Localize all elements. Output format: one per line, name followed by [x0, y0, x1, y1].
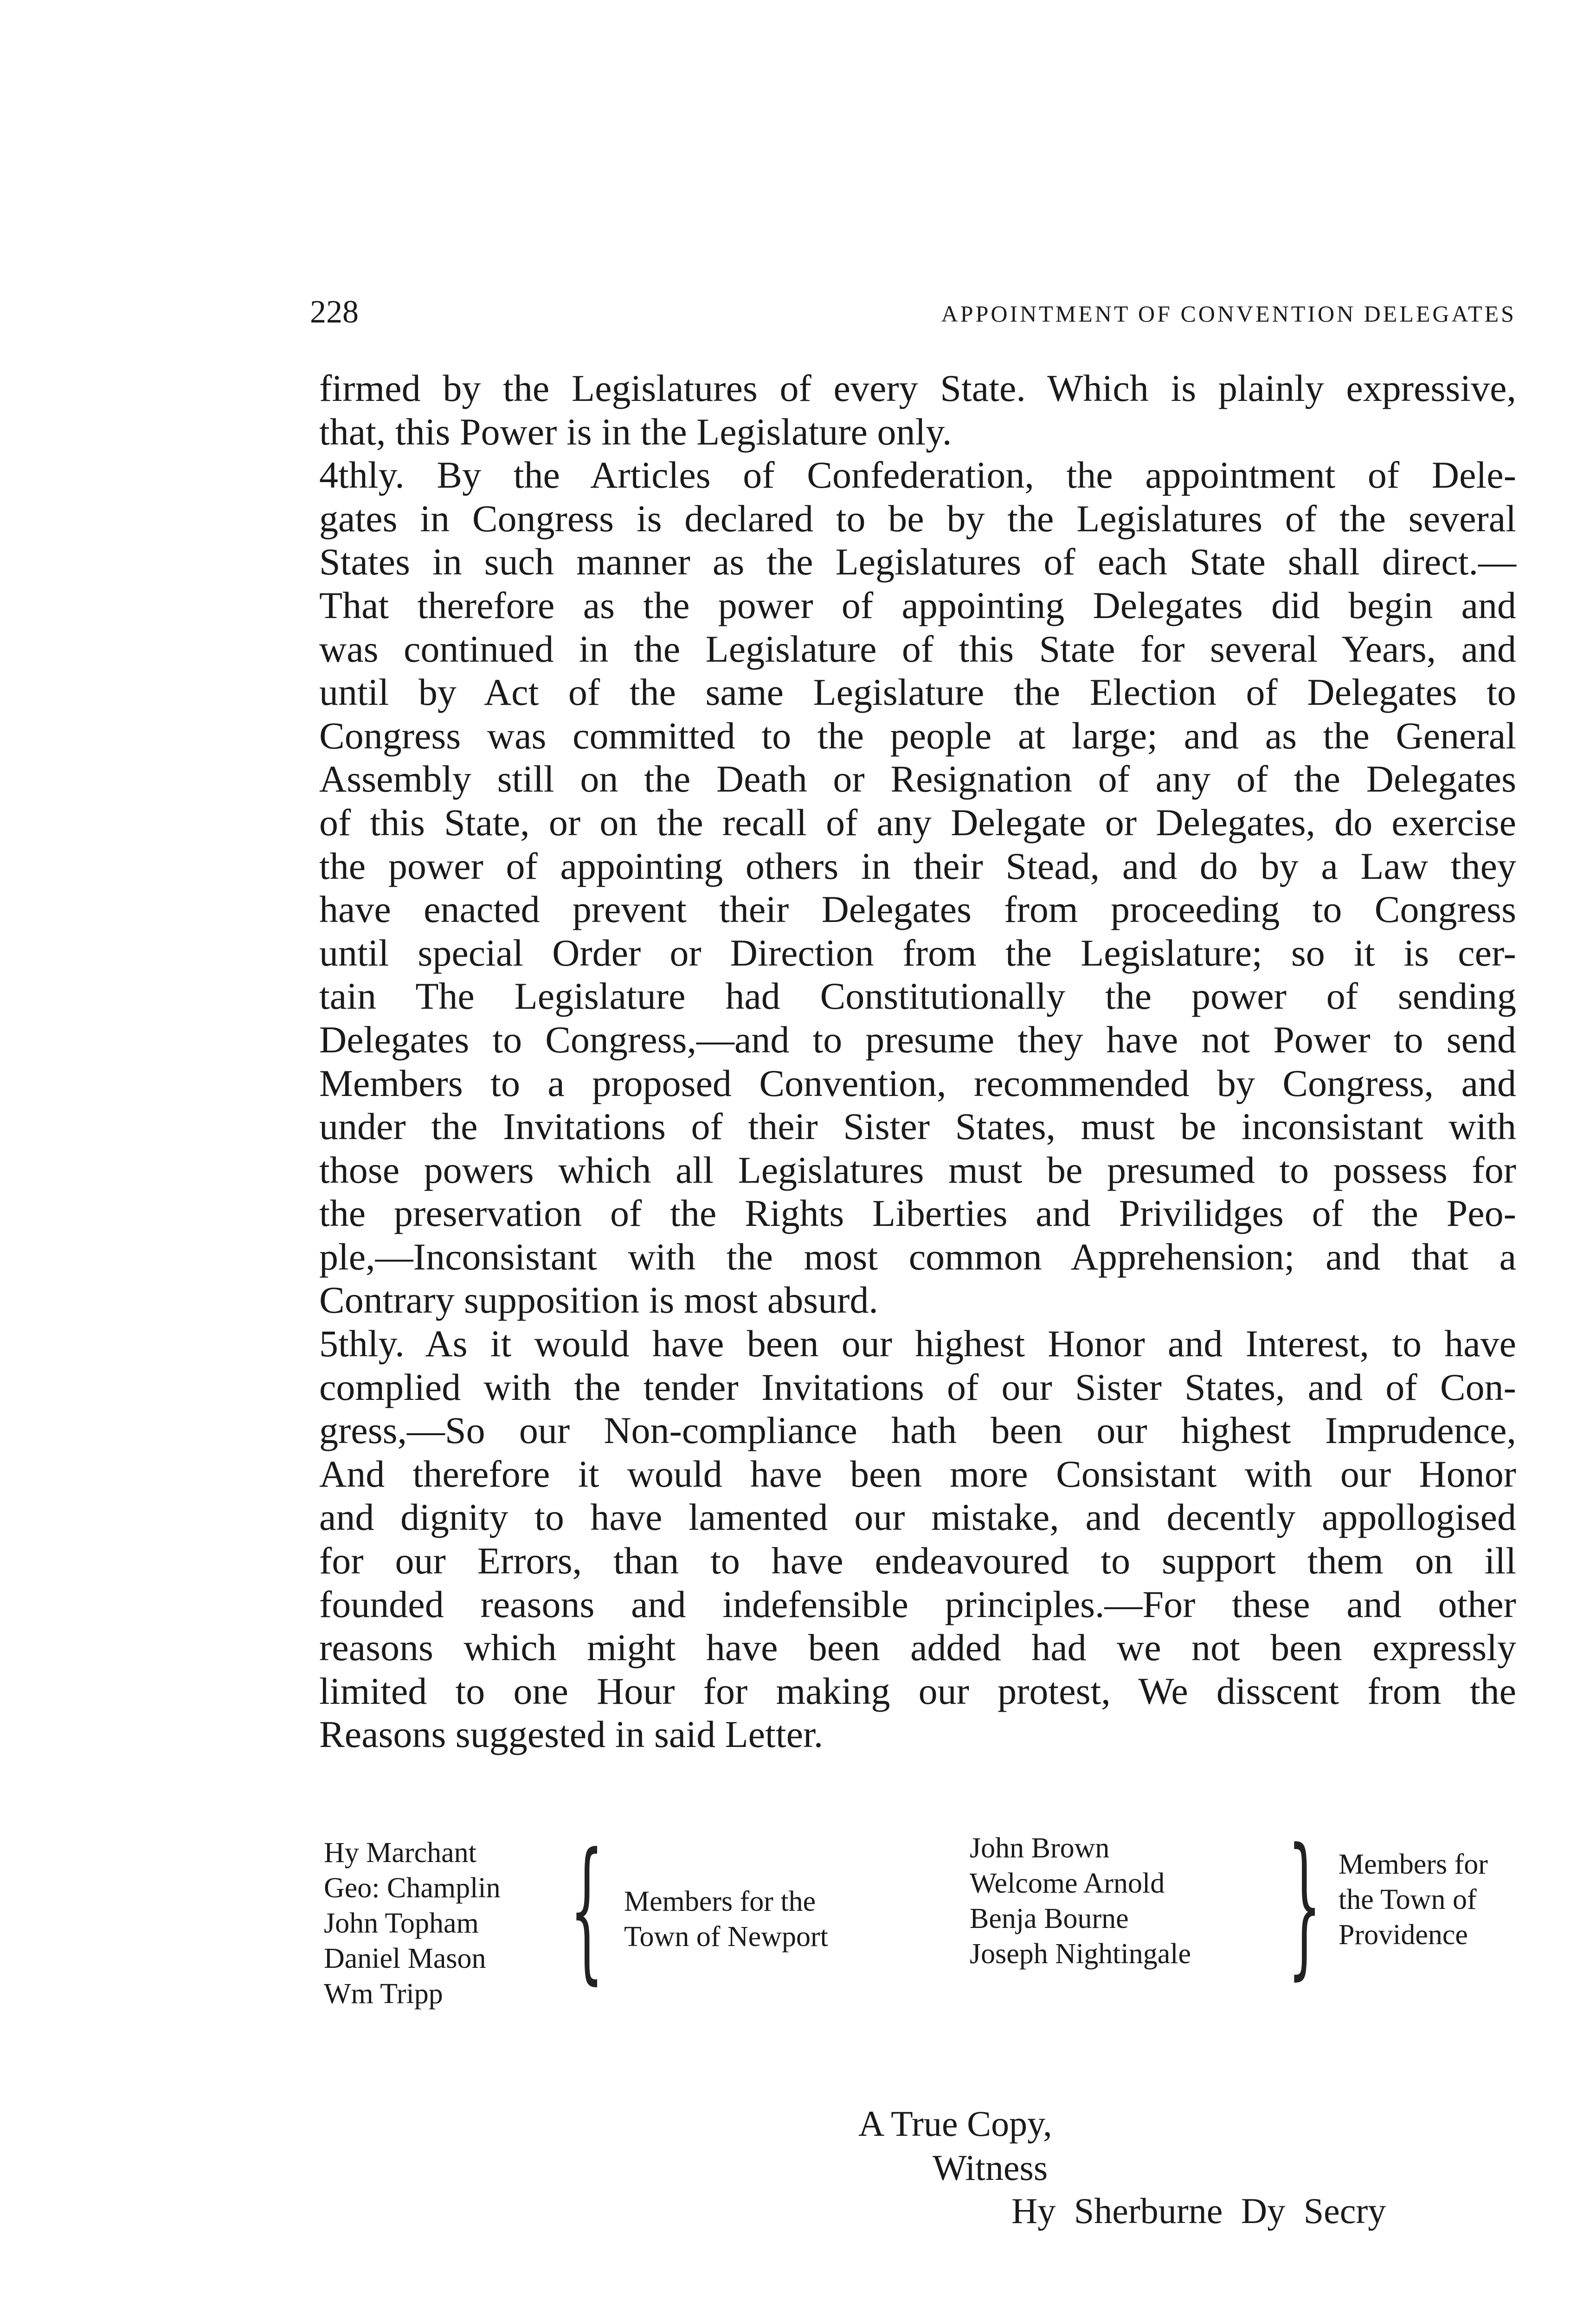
page-header: [310, 291, 1516, 333]
attestation-true-copy: A True Copy,: [858, 2103, 1052, 2144]
signatory-name: Geo: Champlin: [324, 1872, 501, 1904]
attestation-secretary: Hy Sherburne Dy Secry: [1011, 2191, 1386, 2231]
delegation-label: the Town of: [1339, 1884, 1477, 1915]
text-line: Congress was committed to the people at large; and as the General: [319, 714, 1516, 757]
body-text: [319, 367, 1516, 1756]
running-head: APPOINTMENT OF CONVENTION DELEGATES: [941, 301, 1516, 327]
text-line: complied with the tender Invitations of our Sister States, and of Con-: [319, 1366, 1516, 1408]
delegation-label: Town of Newport: [624, 1921, 828, 1953]
text-line: And therefore it would have been more Consistant with our Honor: [319, 1452, 1516, 1495]
text-line: Delegates to Congress,—and to presume they have not Power to send: [319, 1018, 1516, 1061]
text-line: 5thly. As it would have been our highest Honor and Interest, to have: [319, 1322, 1516, 1365]
text-line: the preservation of the Rights Liberties and Privilidges of the Peo-: [319, 1192, 1516, 1235]
text-line: gress,—So our Non-compliance hath been our highest Imprudence,: [319, 1409, 1516, 1452]
providence-signatories: [970, 1830, 1191, 1972]
signatory-name: Welcome Arnold: [970, 1868, 1165, 1899]
text-line: under the Invitations of their Sister States, must be inconsistant with: [319, 1105, 1516, 1148]
attestation-witness: Witness: [933, 2147, 1048, 2188]
text-line: the power of appointing others in their Stead, and do by a Law they: [319, 844, 1516, 887]
text-line: gates in Congress is declared to be by the Legislatures of the several: [319, 497, 1516, 540]
signatory-name: Wm Tripp: [324, 1978, 443, 2010]
providence-label: [1339, 1847, 1488, 1953]
signatory-name: John Brown: [970, 1832, 1110, 1864]
text-line: ple,—Inconsistant with the most common Apprehension; and that a: [319, 1235, 1516, 1278]
text-line: reasons which might have been added had we not been expressly: [319, 1626, 1516, 1669]
text-line: for our Errors, than to have endeavoured to support them on ill: [319, 1540, 1516, 1582]
text-line: was continued in the Legislature of this State for several Years, and: [319, 627, 1516, 670]
newport-brace: {: [570, 1820, 604, 1998]
text-line: limited to one Hour for making our protest, We disscent from the: [319, 1669, 1516, 1712]
providence-brace: }: [1287, 1816, 1322, 1994]
delegation-label: Providence: [1339, 1919, 1468, 1951]
text-line: and dignity to have lamented our mistake, and decently appollogised: [319, 1496, 1516, 1539]
text-line: until by Act of the same Legislature the Election of Delegates to: [319, 671, 1516, 714]
text-line: Reasons suggested in said Letter.: [319, 1713, 824, 1756]
signatory-name: Benja Bourne: [970, 1903, 1129, 1934]
text-line: those powers which all Legislatures must be presumed to possess for: [319, 1148, 1516, 1191]
signatory-name: John Topham: [324, 1908, 479, 1939]
newport-signatories: [324, 1835, 501, 2011]
text-line: Assembly still on the Death or Resignation of any of the Delegates: [319, 758, 1516, 800]
text-line: Contrary supposition is most absurd.: [319, 1279, 878, 1321]
text-line: that, this Power is in the Legislature only.: [319, 410, 952, 453]
signatory-name: Joseph Nightingale: [970, 1938, 1191, 1970]
delegation-label: Members for: [1339, 1849, 1488, 1880]
text-line: until special Order or Direction from the Legislature; so it is cer-: [319, 931, 1516, 974]
signatory-name: Hy Marchant: [324, 1837, 476, 1869]
text-line: 4thly. By the Articles of Confederation, the appointment of Dele-: [319, 454, 1516, 496]
delegation-label: Members for the: [624, 1886, 816, 1917]
text-line: Members to a proposed Convention, recommended by Congress, and: [319, 1062, 1516, 1104]
text-line: tain The Legislature had Constitutionally the power of sending: [319, 975, 1516, 1018]
text-line: That therefore as the power of appointing Delegates did begin and: [319, 584, 1516, 626]
text-line: founded reasons and indefensible principles.—For these and other: [319, 1583, 1516, 1625]
text-line: firmed by the Legislatures of every State. Which is plainly expressive,: [319, 367, 1516, 409]
text-line: States in such manner as the Legislatures of each State shall direct.—: [319, 541, 1516, 583]
text-line: have enacted prevent their Delegates from proceeding to Congress: [319, 888, 1516, 931]
page-number: 228: [310, 294, 359, 330]
text-line: of this State, or on the recall of any Delegate or Delegates, do exercise: [319, 801, 1516, 844]
newport-label: [624, 1884, 828, 1954]
signatory-name: Daniel Mason: [324, 1943, 486, 1974]
